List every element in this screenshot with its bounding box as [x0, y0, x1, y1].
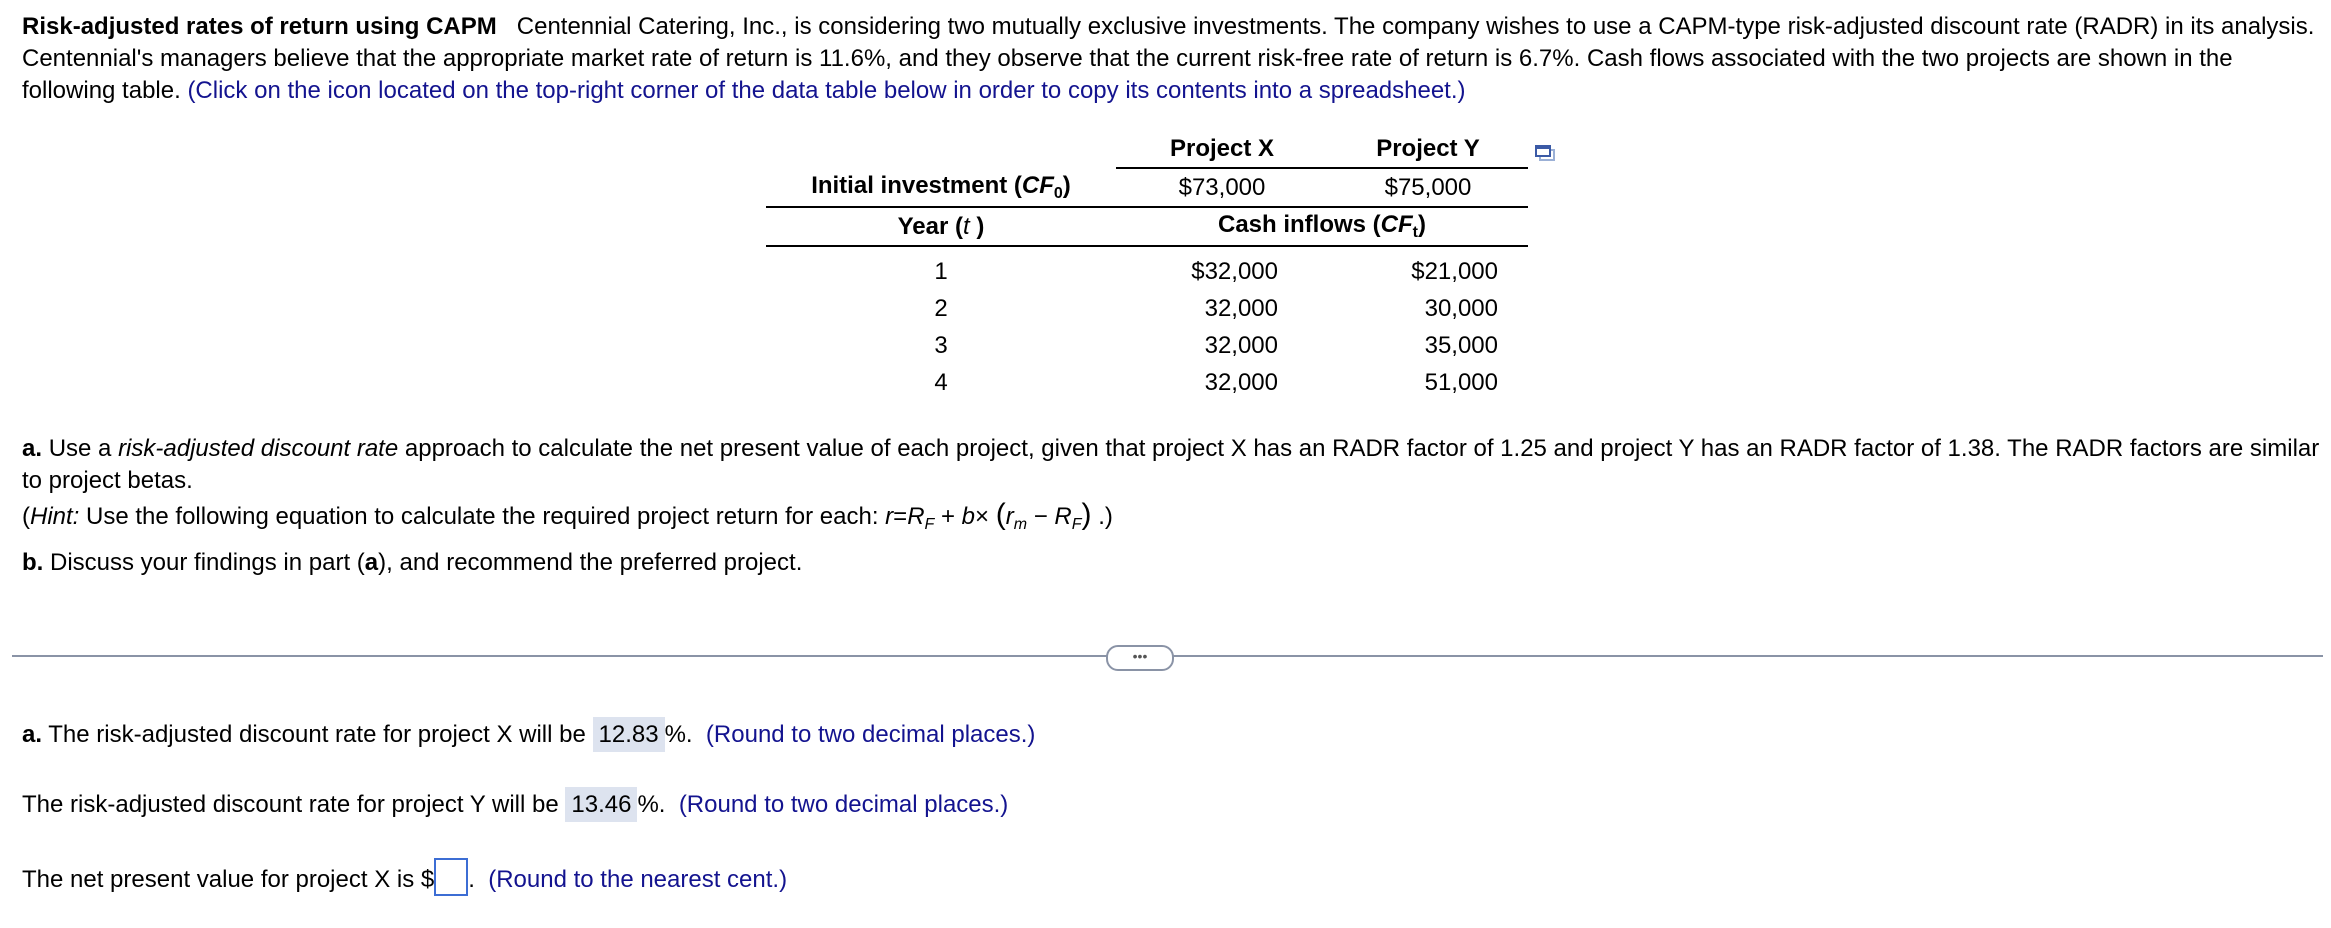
- year-cell: 3: [934, 331, 948, 359]
- rounding-hint: (Round to the nearest cent.): [488, 866, 788, 893]
- answer-line-npv-x: The net present value for project X is $ . (Round to the nearest cent.): [22, 858, 787, 898]
- header-project-y: Project Y: [1376, 134, 1480, 162]
- rounding-hint: (Round to two decimal places.): [705, 721, 1036, 748]
- table-row: [766, 290, 1528, 327]
- year-label: Year (t ): [766, 207, 1116, 246]
- expand-more-button[interactable]: •••: [1106, 645, 1174, 671]
- npv-x-input[interactable]: [434, 858, 468, 896]
- cash-flow-table: [766, 130, 1528, 401]
- initial-x: $73,000: [1116, 168, 1328, 207]
- table-row: [766, 327, 1528, 364]
- part-a-prompt: a. Use a risk-adjusted discount rate approach to calculate the net present value of each project, given that project X has an RADR factor of 1.25 and project Y has an RADR factor of 1.38. The RADR factors are similar to project betas.: [22, 435, 2320, 494]
- problem-intro: [22, 11, 2322, 107]
- project-y-cell: 51,000: [1424, 368, 1498, 396]
- capm-formula: $r=R_F + b\times (r_m - R_F)$ .): [885, 498, 1113, 533]
- copy-instruction: (Click on the icon located on the top-right corner of the data table below in order to copy its contents into a spreadsheet.): [187, 77, 1466, 104]
- hint: (Hint: Use the following equation to calculate the required project return for each: $r=R_F + b\times (r_m - R_F)$ .): [22, 498, 1113, 533]
- answer-line-x-rate: a. The risk-adjusted discount rate for project X will be 12.83 %. (Round to two decimal places.): [22, 717, 1035, 753]
- project-y-cell: $21,000: [1411, 257, 1498, 285]
- table-header-row: [766, 130, 1528, 168]
- initial-y: $75,000: [1328, 168, 1528, 207]
- project-x-cell: 32,000: [1204, 294, 1278, 322]
- problem-title: Risk-adjusted rates of return using CAPM: [22, 13, 497, 40]
- cash-inflows-label: Cash inflows $(CF_t)$: [1116, 207, 1528, 246]
- project-x-cell: $32,000: [1191, 257, 1278, 285]
- question-text: [22, 433, 2322, 579]
- year-cell: 4: [934, 368, 948, 396]
- header-project-x: Project X: [1169, 134, 1275, 162]
- problem-body: Centennial Catering, Inc., is considering two mutually exclusive investments. The company wishes to use a CAPM-type risk-adjusted discount rate (RADR) in its analysis. Centennial's managers believe that the appropriate market rate of return is 11.6%, and they observe that the current risk-free rate of return is 6.7%. Cash flows associated with the two projects are shown in the following table.: [22, 13, 2315, 104]
- rate-y-answer[interactable]: 13.46: [565, 787, 637, 822]
- year-cell: 2: [934, 294, 948, 322]
- table-row: [766, 253, 1528, 290]
- year-header-row: [766, 207, 1528, 246]
- year-cell: 1: [934, 257, 948, 285]
- table-row: [766, 364, 1528, 401]
- initial-investment-row: [766, 168, 1528, 207]
- project-y-cell: 30,000: [1424, 294, 1498, 322]
- project-y-cell: 35,000: [1424, 331, 1498, 359]
- copy-to-spreadsheet-icon[interactable]: [1534, 141, 1556, 159]
- rate-x-answer[interactable]: 12.83: [593, 717, 665, 752]
- part-b-prompt: b. Discuss your findings in part (a), and recommend the preferred project.: [22, 549, 803, 576]
- rounding-hint: (Round to two decimal places.): [678, 791, 1009, 818]
- project-x-cell: 32,000: [1204, 368, 1278, 396]
- initial-investment-label: Initial investment $(CF_0)$: [811, 171, 1071, 202]
- project-x-cell: 32,000: [1204, 331, 1278, 359]
- answer-line-y-rate: The risk-adjusted discount rate for project Y will be 13.46 %. (Round to two decimal places.): [22, 787, 1008, 823]
